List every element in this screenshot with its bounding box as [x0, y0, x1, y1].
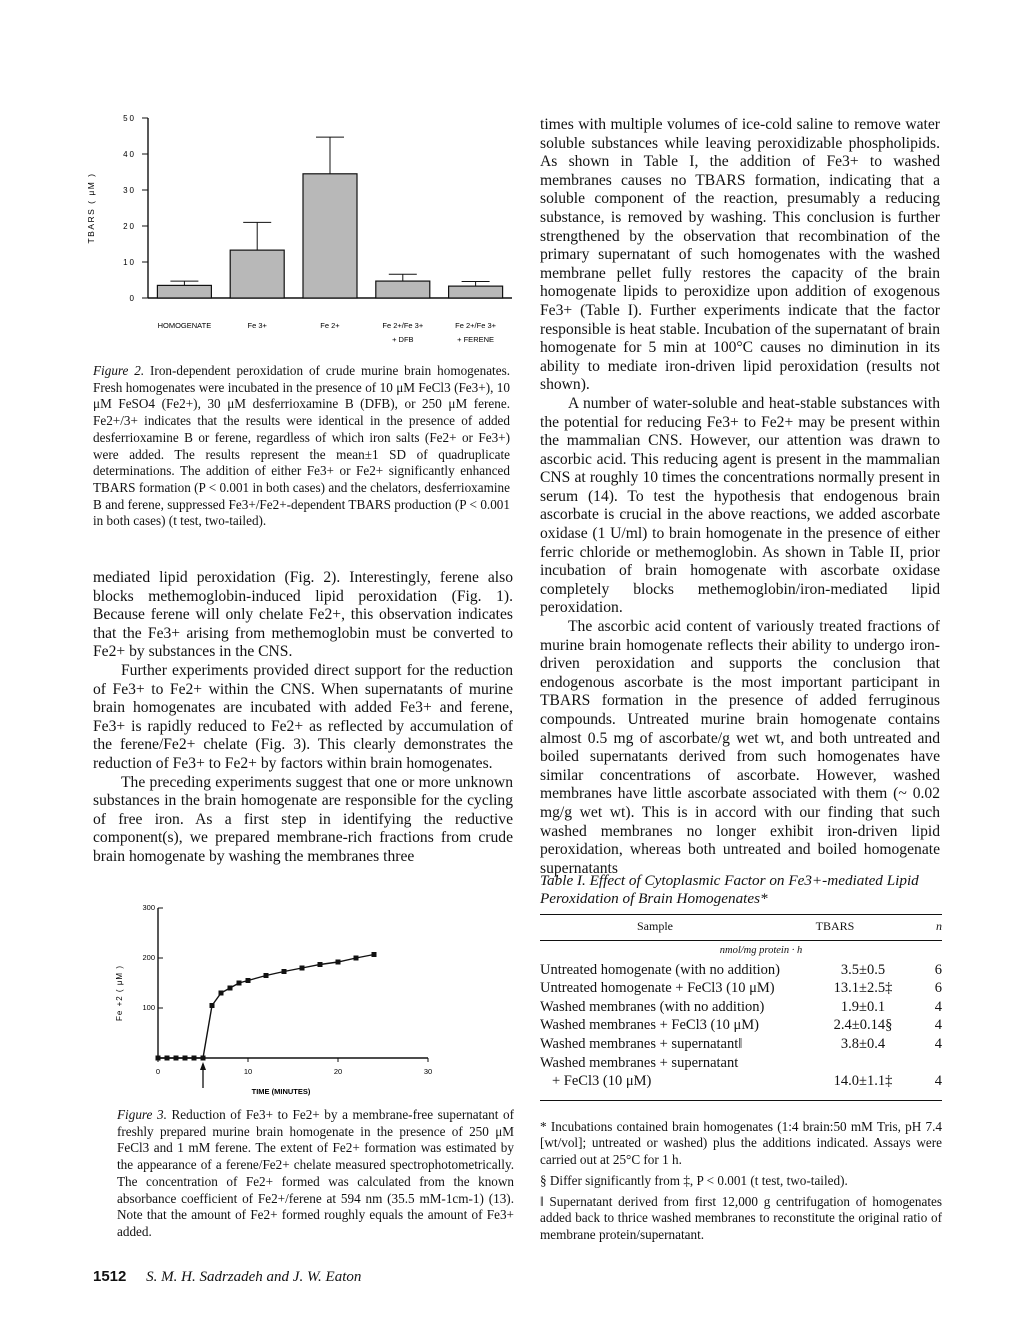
figure-3-caption-text: Reduction of Fe3+ to Fe2+ by a membrane-free supernatant of freshly prepared murine brain homogenate in the presence of 250 μM FeCl3 and 1 mM ferene. The extent of Fe2+ formation was estimated by the appearance of a ferene/Fe2+ chelate measured spectrophotometrically. The concentration of Fe2+ formed was calculated from the known absorbance coefficient of Fe2+/ferene at 594 nm (35.5 mM-1cm-1) (13). Note that the amount of Fe2+ formed roughly equals the amount of Fe3+ added.: [117, 1107, 515, 1239]
table-row: [540, 1055, 942, 1074]
table-row: [540, 962, 942, 981]
page-footer: [93, 1268, 361, 1286]
paragraph: times with multiple volumes of ice-cold saline to remove water soluble substances while leaving peroxidizable phospholipids. As shown in Table I, the addition of Fe3+ to washed membranes causes no TBARS formation, indicating that a soluble component of the reaction, presumably a reducing substance, is removed by washing. This conclusion is further strengthened by the observation that recombination of the primary supernatant of such homogenates with the washed membrane pellet fully restores the capacity of the brain homogenate lipids to peroxidize upon addition of exogenous Fe3+ (Table I). Further experiments indicate that the factor responsible is heat stable. Incubation of the supernatant of brain homogenate for 5 min at 100°C causes no diminution in its ability to mediate iron-driven lipid peroxidation (results not shown).: [540, 116, 940, 394]
table-1-grid: [540, 919, 942, 938]
data-point: [192, 1056, 197, 1061]
data-line: [158, 955, 374, 1059]
data-point: [282, 969, 287, 974]
data-point: [174, 1056, 179, 1061]
n-cell: 4: [934, 1017, 942, 1034]
table-header-n: n: [936, 919, 942, 933]
x-axis-label: TIME (MINUTES): [251, 1087, 311, 1096]
n-cell: 4: [934, 998, 942, 1015]
figure-2-label: Figure 2.: [93, 363, 145, 378]
table-footnote: ‖ Supernatant derived from first 12,000 g centrifugation of homogenates added back to thrice washed membranes to reconstitute the original ratio of membrane protein/supernatant.: [540, 1193, 942, 1242]
data-point: [264, 973, 269, 978]
left-column-text: [93, 569, 513, 867]
bar: [376, 281, 430, 298]
sample-cell: Washed membranes + FeCl3 (10 μM): [540, 1017, 759, 1034]
figure-2-bar-chart: [80, 110, 520, 360]
category-sublabel: + DFB: [392, 335, 414, 344]
figure-3-line-chart: [100, 900, 460, 1100]
y-axis-label: TBARS ( μM ): [86, 172, 96, 244]
x-tick-label: 30: [423, 1067, 433, 1076]
paragraph: A number of water-soluble and heat-stable substances with the potential for reducing Fe3+ to Fe2+ may be present within the mammalian CNS. However, our attention was drawn to ascorbic acid. This reducing agent is present in the mammalian CNS at roughly 10 times the concentrations normally present in serum (14). To test the hypothesis that endogenous brain ascorbate is crucial in the above reactions, we added ascorbate oxidase (1 U/ml) to brain homogenate in the presence of either ferric chloride or methemoglobin. As shown in Table II, prior incubation of brain homogenate with ascorbate oxidase completely blocks methemoglobin/iron-mediated lipid peroxidation.: [540, 394, 940, 617]
table-row: [540, 980, 942, 999]
y-tick-label: 10: [123, 258, 136, 267]
table-1: [540, 872, 942, 1248]
y-tick-label: 20: [123, 222, 136, 231]
data-point: [354, 956, 359, 961]
x-tick-label: 20: [333, 1067, 343, 1076]
category-label: HOMOGENATE: [157, 321, 212, 330]
data-point: [300, 966, 305, 971]
data-point: [165, 1056, 170, 1061]
category-sublabel: + FERENE: [457, 335, 495, 344]
data-point: [336, 960, 341, 965]
right-column-text: [540, 116, 940, 878]
table-1-body: [540, 962, 942, 1092]
y-tick-label: 50: [123, 114, 136, 123]
table-row: [540, 1017, 942, 1036]
table-units: nmol/mg protein · h: [719, 944, 803, 956]
y-tick-label: 30: [123, 186, 136, 195]
sample-cell: + FeCl3 (10 μM): [552, 1073, 652, 1090]
tbars-cell: [814, 1055, 912, 1074]
x-tick-label: 0: [155, 1067, 161, 1076]
table-footnote: * Incubations contained brain homogenates (1:4 brain:50 mM Tris, pH 7.4 [wt/vol]; untreated or washed) plus the additions indicated. Assays were carried out at 25°C for 1 h.: [540, 1118, 942, 1168]
tbars-cell: 1.9±0.1: [840, 998, 886, 1015]
bar: [230, 250, 284, 298]
table-header-sample: Sample: [637, 919, 673, 933]
category-label: Fe 2+/Fe 3+: [455, 321, 497, 330]
tbars-cell: 2.4±0.14§: [833, 1017, 893, 1034]
figure-3-caption: [117, 1107, 514, 1241]
figure-3-label: Figure 3.: [117, 1107, 167, 1122]
data-point: [210, 1003, 215, 1008]
data-point: [183, 1056, 188, 1061]
y-tick-label: 0: [129, 294, 136, 303]
data-point: [219, 991, 224, 996]
data-point: [201, 1056, 206, 1061]
category-label: Fe 2+/Fe 3+: [382, 321, 424, 330]
figure-2-caption-text: Iron-dependent peroxidation of crude murine brain homogenates. Fresh homogenates were incubated in the presence of 10 μM FeCl3 (Fe3+), 10 μM FeSO4 (Fe2+), 30 μM desferrioxamine B (DFB), or 250 μM ferene. Fe2+/3+ indicates that the results were identical in the presence of added desferrioxamine B or ferene, regardless of which iron salts (Fe2+ or Fe3+) were added. The results represent the mean±1 SD of quadruplicate determinations. The addition of either Fe3+ or Fe2+ significantly enhanced TBARS formation (P < 0.001 in both cases) and the chelators, desferrioxamine B and ferene, suppressed Fe3+/Fe2+-dependent TBARS production (P < 0.001 in both cases) (t test, two-tailed).: [93, 363, 511, 529]
sample-cell: Washed membranes + supernatant‖: [540, 1035, 743, 1052]
tbars-cell: 3.8±0.4: [840, 1035, 886, 1052]
bar: [303, 174, 357, 298]
sample-cell: Washed membranes + supernatant: [540, 1054, 739, 1071]
tbars-cell: 13.1±2.5‡: [833, 980, 893, 997]
y-tick-label: 200: [142, 953, 155, 962]
tbars-cell: 3.5±0.5: [840, 961, 886, 978]
sample-cell: Untreated homogenate (with no addition): [540, 961, 780, 978]
data-point: [156, 1056, 161, 1061]
data-point: [228, 986, 233, 991]
category-label: Fe 3+: [247, 321, 267, 330]
y-axis-label: Fe +2 ( μM ): [115, 965, 124, 1021]
data-point: [237, 981, 242, 986]
data-point: [318, 962, 323, 967]
paragraph: Further experiments provided direct support for the reduction of Fe3+ to Fe2+ within the CNS. When supernatants of murine brain homogenates are incubated with added Fe3+ and ferene, Fe3+ is rapidly reduced to Fe2+ as reflected by accumulation of the ferene/Fe2+ chelate (Fig. 3). This clearly demonstrates the reduction of Fe3+ to Fe2+ by factors within brain homogenates.: [93, 661, 513, 772]
y-tick-label: 40: [123, 150, 136, 159]
bar: [449, 286, 503, 298]
table-row: [540, 1036, 942, 1055]
table-footnote: § Differ significantly from ‡, P < 0.001 (t test, two-tailed).: [540, 1172, 848, 1188]
paragraph: The preceding experiments suggest that one or more unknown substances in the brain homogenate are responsible for the cycling of free iron. As a first step in identifying the reductive component(s), we prepared membrane-rich fractions from crude brain homogenate by washing the membranes three: [93, 773, 513, 865]
sample-cell: Untreated homogenate + FeCl3 (10 μM): [540, 980, 775, 997]
n-cell: 4: [934, 1073, 942, 1090]
table-row: [540, 999, 942, 1018]
arrow-head-icon: [200, 1062, 206, 1070]
x-tick-label: 10: [243, 1067, 253, 1076]
n-cell: [912, 1055, 942, 1074]
table-1-title: Table I. Effect of Cytoplasmic Factor on Fe3+-mediated Lipid Peroxidation of Brain Homogenates*: [540, 872, 919, 907]
paragraph: mediated lipid peroxidation (Fig. 2). Interestingly, ferene also blocks methemoglobin-induced lipid peroxidation (Fig. 1). Because ferene will only chelate Fe2+, this observation indicates that the Fe3+ arising from methemoglobin must be converted to Fe2+ by substances in the CNS.: [93, 569, 513, 661]
running-authors: S. M. H. Sadrzadeh and J. W. Eaton: [146, 1269, 362, 1285]
page-number: 1512: [93, 1268, 127, 1285]
n-cell: 6: [934, 980, 942, 997]
table-row: [540, 1073, 942, 1092]
data-point: [246, 978, 251, 983]
tbars-cell: 14.0±1.1‡: [833, 1073, 893, 1090]
table-header-tbars: TBARS: [815, 919, 855, 933]
paragraph: The ascorbic acid content of variously treated fractions of murine brain homogenate reflects their ability to undergo iron-driven peroxidation and supports the conclusion that endogenous ascorbate is the most important participant in TBARS formation in the presence of added ferruginous compounds. Untreated murine brain homogenate contains almost 0.5 mg of ascorbate/g wet wt, and both untreated and boiled supernatants derived from such homogenates have similar concentrations of ascorbate. However, washed membranes have little ascorbate associated with them (~ 0.02 mg/g wet wt). This is in accord with our finding that such washed membranes no longer exhibit iron-driven lipid peroxidation, whereas both untreated and boiled homogenate supernatants: [540, 618, 940, 877]
y-tick-label: 100: [142, 1003, 155, 1012]
category-label: Fe 2+: [320, 321, 340, 330]
n-cell: 6: [934, 961, 942, 978]
data-point: [372, 952, 377, 957]
table-1-footnotes: [540, 1119, 942, 1244]
figure-2-caption: [93, 363, 510, 530]
n-cell: 4: [934, 1035, 942, 1052]
bar: [157, 285, 211, 298]
y-tick-label: 300: [142, 903, 155, 912]
sample-cell: Washed membranes (with no addition): [540, 998, 765, 1015]
